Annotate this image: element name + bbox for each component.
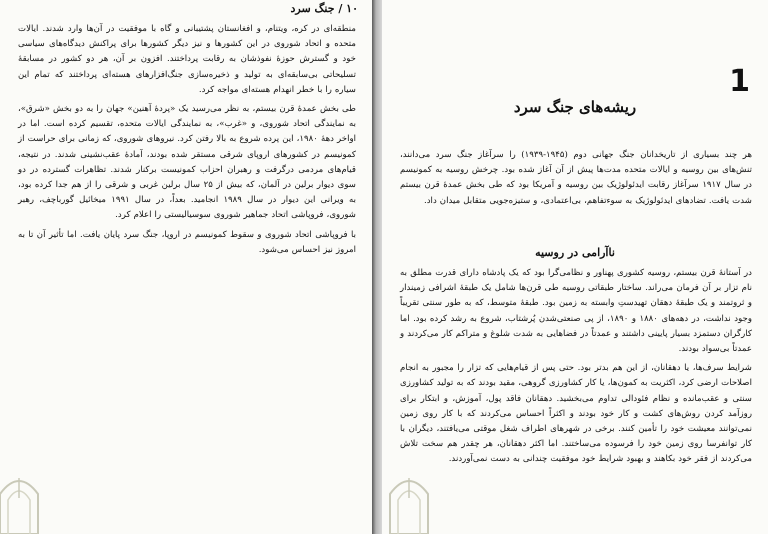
- chapter-number: 1: [729, 64, 750, 99]
- section-body-text: [400, 266, 752, 468]
- book-gutter: [372, 0, 382, 534]
- paragraph: شرایط سرف‌ها، یا دهقانان، از این هم بدتر بود. حتی پس از قیام‌هایی که تزار را مجبور به انجام اصلاحات ارضی کرد، اکثریت به کمون‌ها، یا کار کشاورزی گروهی، مقید بودند که به تولید کشاورزی سنتی و عقب‌مانده و نظام فئودالی تداوم می‌بخشید. دهقانان فاقد پول، آموزش، و ابتکار برای روزآمد کردن روش‌های کشت و کار خود بودند و اکثراً احساس می‌کردند که با کار روی زمین نمی‌توانند معیشت خود را تأمین کنند. برخی در شهرهای اطراف شغل موقتی می‌یافتند، دیگران با کار توانفرسا روی زمین خود را فرسوده می‌ساختند. اما اکثر دهقانان، هر چقدر هم سخت تلاش می‌کردند از فقر خود بکاهند و بهبود شرایط خود موفقیت چندانی به دست نمی‌آوردند.: [400, 363, 752, 465]
- left-page: [0, 0, 372, 534]
- paragraph: منطقه‌ای در کره، ویتنام، و افغانستان پشتیبانی و گاه با موفقیت در آن‌ها وارد شدند. ایالات متحده و اتحاد شوروی در این کشورها و نیز دیگر کشورها برای پراکنش دیدگاه‌های سیاسی خود و گسترش حوزهٔ نفوذشان به رقابت پرداختند. افزون بر آن، هر دو کشور در مسابقهٔ تسلیحاتی بی‌سابقه‌ای به تولید و ذخیره‌سازی جنگ‌افزارهای هسته‌ای پرداختند که تمام این سیاره را با خطر انهدام هسته‌ای مواجه کرد.: [18, 24, 356, 95]
- paragraph: در آستانهٔ قرن بیستم، روسیه کشوری پهناور و نظامی‌گرا بود که یک پادشاه دارای قدرت مطلق به نام تزار بر آن فرمان می‌راند. ساختار طبقاتی روسیه طی قرن‌ها شامل یک طبقهٔ اشرافی زمیندار و ثروتمند و یک طبقهٔ دهقان تهیدستِ وابسته به زمین بود. طبقهٔ متوسط، که به طور سنتی تقریباً وجود نداشت، در دهه‌های ۱۸۸۰ و ۱۸۹۰، از پی صنعتی‌شدن پُرشتاب، شروع به رشد کرده بود. اما کارگران دستمزد بسیار پایینی داشتند و عمدتاً در فضاهایی به شدت شلوغ و متراکم کار می‌کردند و عمدتاً بی‌سواد بودند.: [400, 268, 752, 355]
- paragraph: طی بخش عمدهٔ قرن بیستم، به نظر می‌رسید یک «پردهٔ آهنین» جهان را به دو بخش «شرق»، به نمایندگی اتحاد شوروی، و «غرب»، به نمایندگی ایالات متحده، تقسیم کرده است. اما در اواخر دههٔ ۱۹۸۰، این پرده شروع به بالا رفتن کرد. نیروهای شوروی، که زمانی برای حراست از کمونیسم در کشورهای اروپای شرقی مستقر شده بودند، آمادهٔ عقب‌نشینی شدند. در نتیجه، قیام‌های مردمی درگرفت و رهبران احزاب کمونیست برکنار شدند. تظاهرات گسترده در دو سوی دیوار برلین در آلمان، که بیش از ۲۵ سال برلین غربی و شرقی را از هم جدا کرده بود، به ویرانی این دیوار در سال ۱۹۸۹ انجامید. بعداً، در سال ۱۹۹۱ میخائیل گورباچف، رهبر شوروی، فروپاشی اتحاد جماهیر شوروی سوسیالیستی را اعلام کرد.: [18, 104, 357, 221]
- section-title: ناآرامی در روسیه: [535, 246, 615, 259]
- library-emblem-icon: [386, 464, 432, 534]
- left-body-text: [18, 22, 356, 258]
- intro-paragraph: [400, 148, 752, 209]
- chapter-title: ریشه‌های جنگ سرد: [513, 98, 637, 116]
- paragraph: با فروپاشی اتحاد شوروی و سقوط کمونیسم در اروپا، جنگ سرد پایان یافت. اما تأثیر آن تا به امروز نیز احساس می‌شود.: [18, 229, 356, 255]
- right-page: [382, 0, 768, 534]
- paragraph: هر چند بسیاری از تاریخدانان جنگ جهانی دوم (۱۹۴۵-۱۹۳۹) را سرآغاز جنگ سرد می‌دانند، تنش‌های بین روسیه و ایالات متحده مدت‌ها پیش از آن آغاز شده بود. چرخش روسیه به کمونیسم در سال ۱۹۱۷ سرآغاز رقابت ایدئولوژیک بین روسیه و آمریکا بود که طی بخش عمدهٔ قرن بیستم شدت یافت. تضادهای ایدئولوژیک به سوءتفاهم، بی‌اعتمادی، و ستیزه‌جویی متقابل میدان داد.: [400, 150, 752, 206]
- running-head: ۱۰ / جنگ سرد: [290, 2, 358, 15]
- library-emblem-icon: [0, 464, 42, 534]
